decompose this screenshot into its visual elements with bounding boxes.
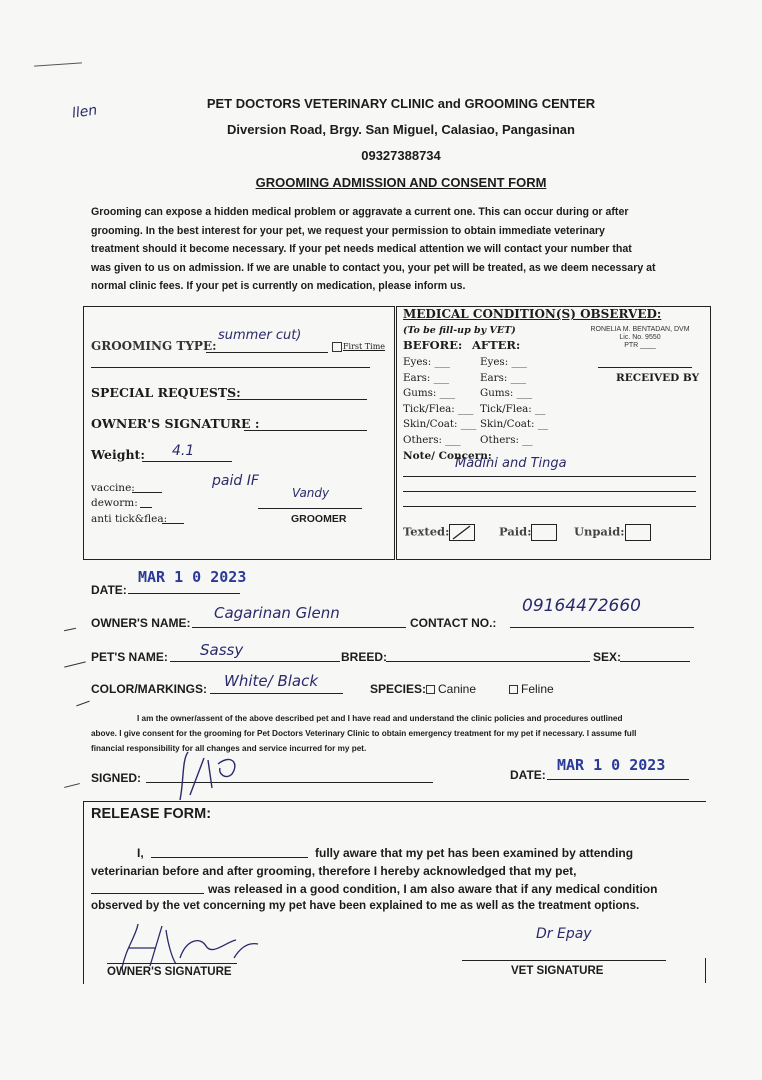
before-item[interactable]: Eyes: ___ (403, 356, 450, 368)
feline-label: Feline (521, 682, 554, 696)
grooming-type-line-2 (91, 367, 370, 368)
texted-checkbox[interactable] (449, 524, 475, 541)
after-label: AFTER: (472, 338, 521, 352)
first-time-label: First Time (343, 342, 386, 351)
paid-note: paid IF (212, 473, 259, 489)
paid-field[interactable]: Paid: (499, 524, 557, 541)
groomer-name: Vandy (292, 486, 330, 500)
note-value: Madini and Tinga (455, 456, 567, 471)
sex-line[interactable] (620, 661, 690, 662)
release-line: fully aware that my pet has been examined by attending (315, 846, 634, 860)
groomer-label: GROOMER (291, 513, 347, 525)
feline-checkbox[interactable] (509, 685, 518, 694)
intro-line: treatment should it become necessary. If your pet needs medical attention we will contact your number that (91, 243, 632, 256)
vaccine-line[interactable] (132, 492, 162, 493)
before-item[interactable]: Gums: ___ (403, 387, 456, 399)
owner-signature-line[interactable] (244, 430, 367, 431)
intro-line: Grooming can expose a hidden medical problem or aggravate a current one. This can occur during or after (91, 206, 629, 218)
after-item[interactable]: Others: __ (480, 433, 533, 446)
antitick-label: anti tick&flea: (91, 513, 168, 525)
note-line-3[interactable] (403, 506, 696, 507)
signed-date-stamp: MAR 1 0 2023 (557, 756, 666, 774)
consent-line: I am the owner/assent of the above described pet and I have read and understand the clinic policies and procedures outlined (137, 714, 623, 723)
weight-value: 4.1 (172, 443, 195, 459)
release-form-right-edge (705, 958, 706, 983)
owner-name-value: Cagarinan Glenn (214, 604, 340, 622)
signed-tick-mark (64, 783, 80, 788)
color-markings-line[interactable] (210, 693, 343, 694)
owner-signature-label: OWNER'S SIGNATURE : (91, 416, 260, 431)
release-line: veterinarian before and after grooming, therefore I hereby acknowledged that my pet, (91, 864, 577, 878)
canine-label: Canine (438, 682, 477, 696)
date-stamp: MAR 1 0 2023 (138, 568, 247, 586)
medical-title: MEDICAL CONDITION(S) OBSERVED: (403, 307, 662, 321)
vet-signature-label: VET SIGNATURE (511, 965, 604, 977)
after-item[interactable]: Tick/Flea: __ (480, 402, 546, 415)
antitick-line[interactable] (162, 523, 184, 524)
after-item[interactable]: Skin/Coat: __ (480, 418, 549, 430)
form-title: GROOMING ADMISSION AND CONSENT FORM (255, 175, 547, 190)
signed-date-label: DATE: (510, 768, 546, 782)
grooming-type-line[interactable] (206, 352, 328, 353)
sex-label: SEX: (593, 650, 622, 664)
vet-stamp (585, 326, 695, 350)
intro-line: normal clinic fees. If your pet is currently on medication, please inform us. (91, 280, 466, 293)
before-item[interactable]: Ears: ___ (403, 371, 450, 384)
pet-name-line[interactable] (170, 661, 340, 662)
scan-mark (34, 62, 82, 66)
consent-line: above. I give consent for the grooming for Pet Doctors Veterinary Clinic to obtain emergency treatment for my pet if necessary. I assume full (91, 729, 637, 738)
release-line: was released in a good condition, I am also aware that if any medical condition (208, 882, 658, 896)
note-label: Note/ Concern: (403, 450, 492, 462)
canine-option[interactable] (426, 682, 476, 696)
groomer-line[interactable] (258, 508, 362, 509)
grooming-type-value: summer cut) (218, 328, 302, 343)
vet-name: RONELIA M. BENTADAN, DVM (590, 326, 690, 333)
before-item[interactable]: Skin/Coat: ___ (403, 418, 477, 430)
first-time-box[interactable] (332, 342, 342, 352)
paid-checkbox[interactable] (531, 524, 557, 541)
after-item[interactable]: Eyes: ___ (480, 356, 527, 368)
margin-note: llen (71, 102, 99, 122)
clinic-phone: 09327388734 (361, 148, 441, 163)
release-owner-signature-line[interactable] (107, 963, 237, 964)
breed-label: BREED: (341, 650, 388, 664)
signed-date-line[interactable] (547, 779, 689, 780)
date-label: DATE: (91, 583, 127, 597)
intro-paragraph (91, 203, 699, 296)
release-line: observed by the vet concerning my pet have been explained to me as well as the treatment options. (91, 899, 640, 912)
color-tick-mark (76, 701, 89, 707)
release-name-line[interactable] (151, 857, 308, 858)
feline-option[interactable] (509, 682, 554, 696)
before-label: BEFORE: (403, 338, 463, 352)
before-list (403, 355, 476, 448)
date-line[interactable] (128, 593, 240, 594)
received-by-label: RECEIVED BY (616, 372, 700, 384)
owner-tick-mark (64, 628, 76, 631)
special-requests-label: SPECIAL REQUESTS: (91, 385, 241, 400)
signed-label: SIGNED: (91, 771, 142, 785)
species-label: SPECIES: (370, 682, 427, 696)
after-item[interactable]: Ears: ___ (480, 371, 527, 384)
note-line-1[interactable] (403, 476, 696, 477)
release-form-title: RELEASE FORM: (91, 806, 212, 822)
after-list (480, 355, 548, 448)
vet-ptr: PTR ____ (624, 342, 656, 349)
pet-tick-mark (64, 661, 86, 667)
deworm-label: deworm: (91, 497, 138, 509)
owner-signature-mark (160, 740, 270, 810)
before-item[interactable]: Others: ___ (403, 433, 461, 446)
medical-subtitle: (To be fill-up by VET) (403, 325, 516, 336)
vet-signature-value: Dr Epay (536, 926, 592, 942)
unpaid-checkbox[interactable] (625, 524, 651, 541)
deworm-line[interactable] (140, 507, 152, 508)
release-i-label: I, (137, 846, 144, 860)
owner-name-line[interactable] (192, 627, 406, 628)
unpaid-field[interactable]: Unpaid: (574, 524, 651, 541)
note-line-2[interactable] (403, 491, 696, 492)
vaccine-label: vaccine: (91, 482, 135, 494)
pet-name-label: PET'S NAME: (91, 650, 168, 664)
clinic-name: PET DOCTORS VETERINARY CLINIC and GROOMING CENTER (206, 96, 596, 111)
consent-line: financial responsibility for all changes and service incurred for my pet. (91, 744, 367, 753)
weight-label: Weight: (91, 447, 145, 462)
grooming-type-label: GROOMING TYPE: (91, 339, 217, 353)
color-markings-label: COLOR/MARKINGS: (91, 682, 207, 696)
texted-field[interactable]: Texted: (403, 524, 475, 541)
vet-signature-line[interactable] (462, 960, 666, 961)
release-pet-line[interactable] (91, 893, 204, 894)
canine-checkbox[interactable] (426, 685, 435, 694)
contact-line[interactable] (510, 627, 694, 628)
pet-name-value: Sassy (200, 641, 244, 659)
intro-line: was given to us on admission. If we are unable to contact you, your pet will be treated, as we deem necessary at (91, 261, 656, 274)
special-requests-line[interactable] (227, 399, 367, 400)
contact-label: CONTACT NO.: (410, 616, 497, 630)
owner-name-label: OWNER'S NAME: (91, 616, 191, 630)
before-item[interactable]: Tick/Flea: ___ (403, 402, 474, 415)
breed-line[interactable] (386, 661, 590, 662)
after-item[interactable]: Gums: ___ (480, 387, 533, 399)
intro-line: grooming. In the best interest for your pet, we request your permission to obtain immediate veterinary (91, 224, 605, 237)
color-markings-value: White/ Black (224, 672, 319, 690)
clinic-address: Diversion Road, Brgy. San Miguel, Calasiao, Pangasinan (227, 122, 575, 137)
vet-license: Lic. No. 9550 (619, 334, 661, 341)
contact-value: 09164472660 (522, 596, 641, 616)
first-time-checkbox[interactable] (332, 342, 385, 352)
weight-line[interactable] (142, 461, 232, 462)
release-owner-signature-label: OWNER'S SIGNATURE (107, 966, 232, 978)
received-by-line[interactable] (598, 367, 692, 368)
